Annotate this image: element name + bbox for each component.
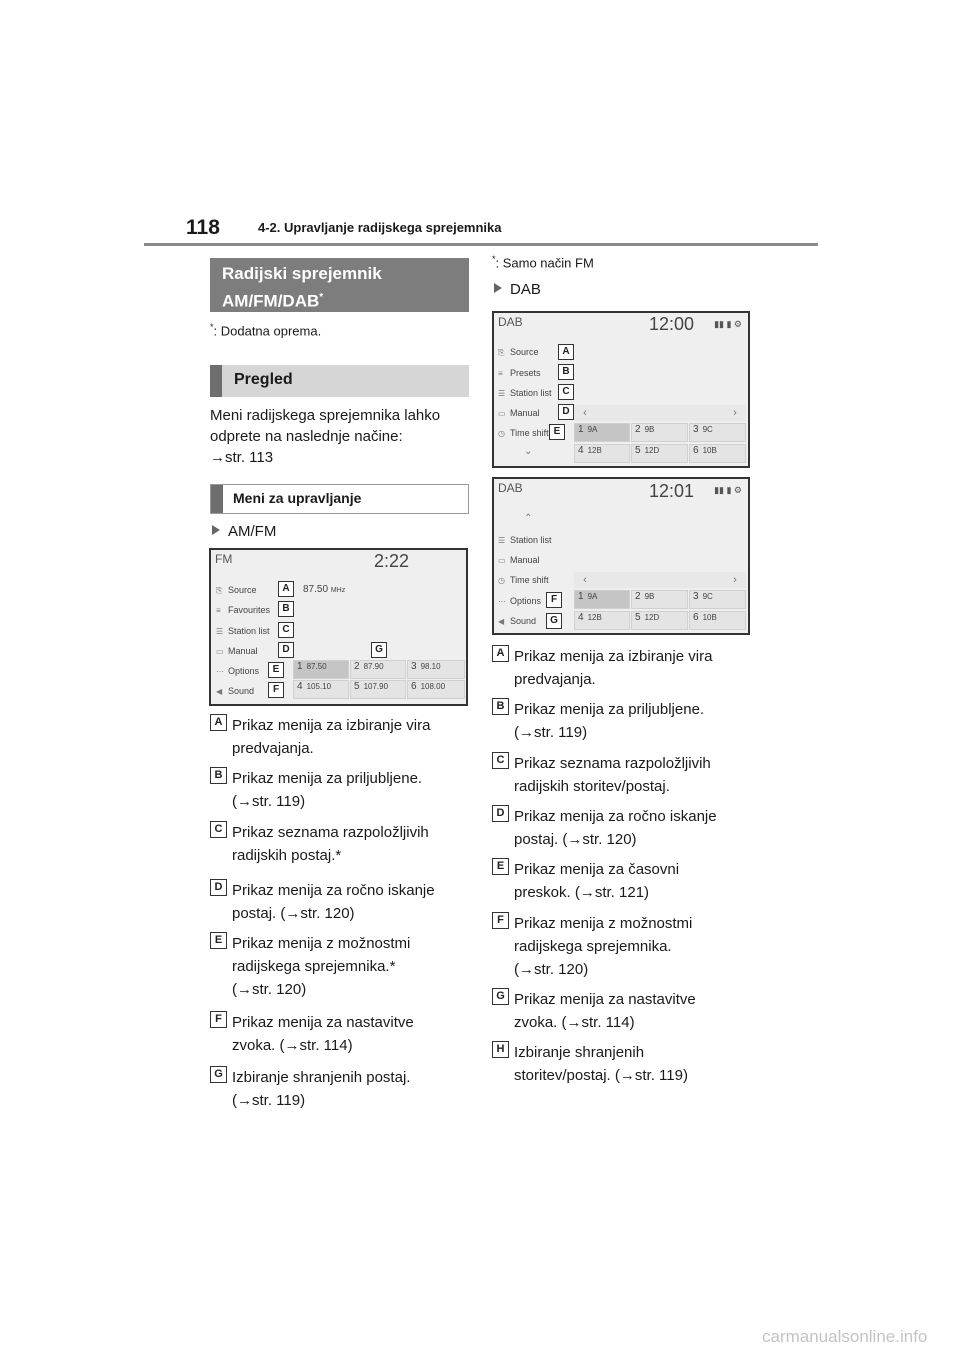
r-key-a: A bbox=[492, 645, 509, 662]
fm-menu-station-list[interactable]: ☰ Station list bbox=[216, 626, 270, 636]
r-item-a: Prikaz menija za izbiranje vira predvajanja. bbox=[514, 648, 713, 688]
dab2-menu-options[interactable]: ⋯ Options bbox=[498, 596, 542, 606]
fm-screen-title: FM bbox=[215, 552, 233, 566]
fm-menu-manual[interactable]: ▭ Manual bbox=[216, 646, 258, 656]
dab-screen-1 bbox=[492, 311, 750, 468]
page-number: 118 bbox=[186, 216, 220, 239]
dab2-preset-6[interactable]: 6 10B bbox=[689, 611, 746, 630]
dab2-callout-f: F bbox=[546, 592, 562, 608]
dab1-preset-1[interactable]: 1 9A bbox=[574, 423, 630, 442]
dab2-menu-time-shift[interactable]: ◷ Time shift bbox=[498, 575, 549, 585]
r-item-g: Prikaz menija za nastavitve zvoka. (→str. 114) bbox=[514, 991, 696, 1031]
dab1-menu-manual[interactable]: ▭ Manual bbox=[498, 408, 540, 418]
dab2-menu-manual[interactable]: ▭ Manual bbox=[498, 555, 540, 565]
dab1-clock: 12:00 bbox=[649, 314, 695, 334]
dab1-menu-station-list[interactable]: ☰ Station list bbox=[498, 388, 552, 398]
chevron-down-icon[interactable]: ⌄ bbox=[524, 446, 533, 457]
dab2-preset-2[interactable]: 2 9B bbox=[631, 590, 688, 609]
dab1-preset-3[interactable]: 3 9C bbox=[689, 423, 746, 442]
item-g: Izbiranje shranjenih postaj. (→str. 119) bbox=[232, 1069, 411, 1109]
dab1-title: DAB bbox=[498, 315, 523, 329]
chevron-right-icon[interactable]: › bbox=[733, 574, 737, 586]
dab2-preset-4[interactable]: 4 12B bbox=[574, 611, 630, 630]
key-f: F bbox=[210, 1011, 227, 1028]
fm-menu-options[interactable]: ⋯ Options bbox=[216, 666, 260, 676]
dab1-callout-c: C bbox=[558, 384, 574, 400]
signal-icon: ▮▮ ▮ ⚙ bbox=[714, 319, 742, 329]
fm-callout-b: B bbox=[278, 601, 294, 617]
r-item-h: Izbiranje shranjenih storitev/postaj. (→str. 119) bbox=[514, 1044, 688, 1084]
item-f: Prikaz menija za nastavitve zvoka. (→str. 114) bbox=[232, 1014, 414, 1054]
fm-preset-2[interactable]: 2 87.90 bbox=[350, 660, 406, 679]
item-e: Prikaz menija z možnostmi radijskega sprejemnika.* (→str. 120) bbox=[232, 935, 411, 998]
fm-frequency: 87.50 MHz bbox=[303, 584, 346, 595]
dab1-preset-5[interactable]: 5 12D bbox=[631, 444, 688, 463]
dab2-preset-5[interactable]: 5 12D bbox=[631, 611, 688, 630]
chevron-left-icon[interactable]: ‹ bbox=[583, 407, 587, 419]
r-key-b: B bbox=[492, 698, 509, 715]
fm-callout-f: F bbox=[268, 682, 284, 698]
dab1-preset-strip bbox=[574, 405, 746, 421]
r-item-b: Prikaz menija za priljubljene. (→str. 119) bbox=[514, 701, 705, 741]
r-key-g: G bbox=[492, 988, 509, 1005]
fm-callout-a: A bbox=[278, 581, 294, 597]
fm-callout-e: E bbox=[268, 662, 284, 678]
key-g: G bbox=[210, 1066, 227, 1083]
dab1-menu-time-shift[interactable]: ◷ Time shift bbox=[498, 428, 549, 438]
dab1-preset-4[interactable]: 4 12B bbox=[574, 444, 630, 463]
dab2-clock: 12:01 bbox=[649, 481, 695, 501]
section-title-box bbox=[210, 258, 469, 312]
fm-callout-g: G bbox=[371, 642, 387, 658]
dab2-callout-g: G bbox=[546, 613, 562, 629]
fm-preset-3[interactable]: 3 98.10 bbox=[407, 660, 465, 679]
r-item-d: Prikaz menija za ročno iskanje postaj. (→str. 120) bbox=[514, 808, 717, 848]
r-item-e: Prikaz menija za časovni preskok. (→str. 121) bbox=[514, 861, 680, 901]
r-key-h: H bbox=[492, 1041, 509, 1058]
fm-preset-5[interactable]: 5 107.90 bbox=[350, 680, 406, 699]
item-b: Prikaz menija za priljubljene. (→str. 119) bbox=[232, 770, 423, 810]
dab2-preset-1[interactable]: 1 9A bbox=[574, 590, 630, 609]
r-item-f: Prikaz menija z možnostmi radijskega sprejemnika. (→str. 120) bbox=[514, 915, 693, 978]
signal-icon: ▮▮ ▮ ⚙ bbox=[714, 485, 742, 495]
r-key-c: C bbox=[492, 752, 509, 769]
intro-page-link[interactable]: →str. 113 bbox=[210, 449, 274, 466]
dab1-preset-2[interactable]: 2 9B bbox=[631, 423, 688, 442]
title-line-1: Radijski sprejemnik bbox=[222, 264, 382, 283]
title-asterisk: * bbox=[319, 292, 324, 303]
dab2-menu-station-list[interactable]: ☰ Station list bbox=[498, 535, 552, 545]
key-b: B bbox=[210, 767, 227, 784]
mode-label-dab: DAB bbox=[494, 281, 541, 298]
mode-label-amfm: AM/FM bbox=[212, 523, 276, 540]
dab2-menu-sound[interactable]: ◀ Sound bbox=[498, 616, 537, 626]
dab1-callout-b: B bbox=[558, 364, 574, 380]
intro-text: Meni radijskega sprejemnika lahko odprete na naslednje načine: →str. 113 bbox=[210, 407, 441, 466]
fm-menu-favourites[interactable]: ≡ Favourites bbox=[216, 605, 271, 615]
dab1-callout-d: D bbox=[558, 404, 574, 420]
chapter-title: 4-2. Upravljanje radijskega sprejemnika bbox=[258, 220, 502, 235]
fm-menu-sound[interactable]: ◀ Sound bbox=[216, 686, 255, 696]
r-key-d: D bbox=[492, 805, 509, 822]
key-e: E bbox=[210, 932, 227, 949]
header-rule bbox=[144, 243, 818, 246]
dab1-preset-6[interactable]: 6 10B bbox=[689, 444, 746, 463]
fm-callout-c: C bbox=[278, 622, 294, 638]
fm-clock: 2:22 bbox=[374, 551, 410, 571]
key-c: C bbox=[210, 821, 227, 838]
triangle-icon bbox=[494, 283, 502, 293]
triangle-icon bbox=[212, 525, 220, 535]
chevron-up-icon[interactable]: ⌃ bbox=[524, 513, 533, 524]
section-meni: Meni za upravljanje bbox=[210, 484, 469, 514]
fm-preset-1[interactable]: 1 87.50 bbox=[293, 660, 349, 679]
footnote-optional: *: Dodatna oprema. bbox=[210, 322, 322, 339]
item-c: Prikaz seznama razpoložljivih radijskih postaj.* bbox=[232, 824, 429, 864]
dab1-callout-e: E bbox=[549, 424, 565, 440]
section-pregled: Pregled bbox=[210, 365, 469, 397]
r-key-e: E bbox=[492, 858, 509, 875]
fm-menu-source[interactable]: ⎘ Source bbox=[216, 585, 257, 595]
dab2-preset-3[interactable]: 3 9C bbox=[689, 590, 746, 609]
r-key-f: F bbox=[492, 912, 509, 929]
chevron-left-icon[interactable]: ‹ bbox=[583, 574, 587, 586]
fm-screen bbox=[209, 548, 468, 706]
dab1-menu-presets[interactable]: ≡ Presets bbox=[498, 368, 541, 378]
watermark: carmanualsonline.info bbox=[762, 1327, 928, 1346]
r-item-c: Prikaz seznama razpoložljivih radijskih storitev/postaj. bbox=[514, 755, 711, 795]
key-d: D bbox=[210, 879, 227, 896]
footnote-fm-only: *: Samo način FM bbox=[492, 254, 594, 271]
dab2-title: DAB bbox=[498, 481, 523, 495]
chevron-right-icon[interactable]: › bbox=[733, 407, 737, 419]
dab1-callout-a: A bbox=[558, 344, 574, 360]
item-a: Prikaz menija za izbiranje vira predvajanja. bbox=[232, 717, 431, 757]
key-a: A bbox=[210, 714, 227, 731]
item-d: Prikaz menija za ročno iskanje postaj. (→str. 120) bbox=[232, 882, 435, 922]
dab2-preset-strip bbox=[574, 572, 746, 588]
fm-preset-4[interactable]: 4 105.10 bbox=[293, 680, 349, 699]
dab-screen-2 bbox=[492, 477, 750, 635]
title-line-2: AM/FM/DAB bbox=[222, 291, 320, 311]
fm-callout-d: D bbox=[278, 642, 294, 658]
fm-preset-6[interactable]: 6 108.00 bbox=[407, 680, 465, 699]
dab1-menu-source[interactable]: ⎘ Source bbox=[498, 347, 539, 357]
